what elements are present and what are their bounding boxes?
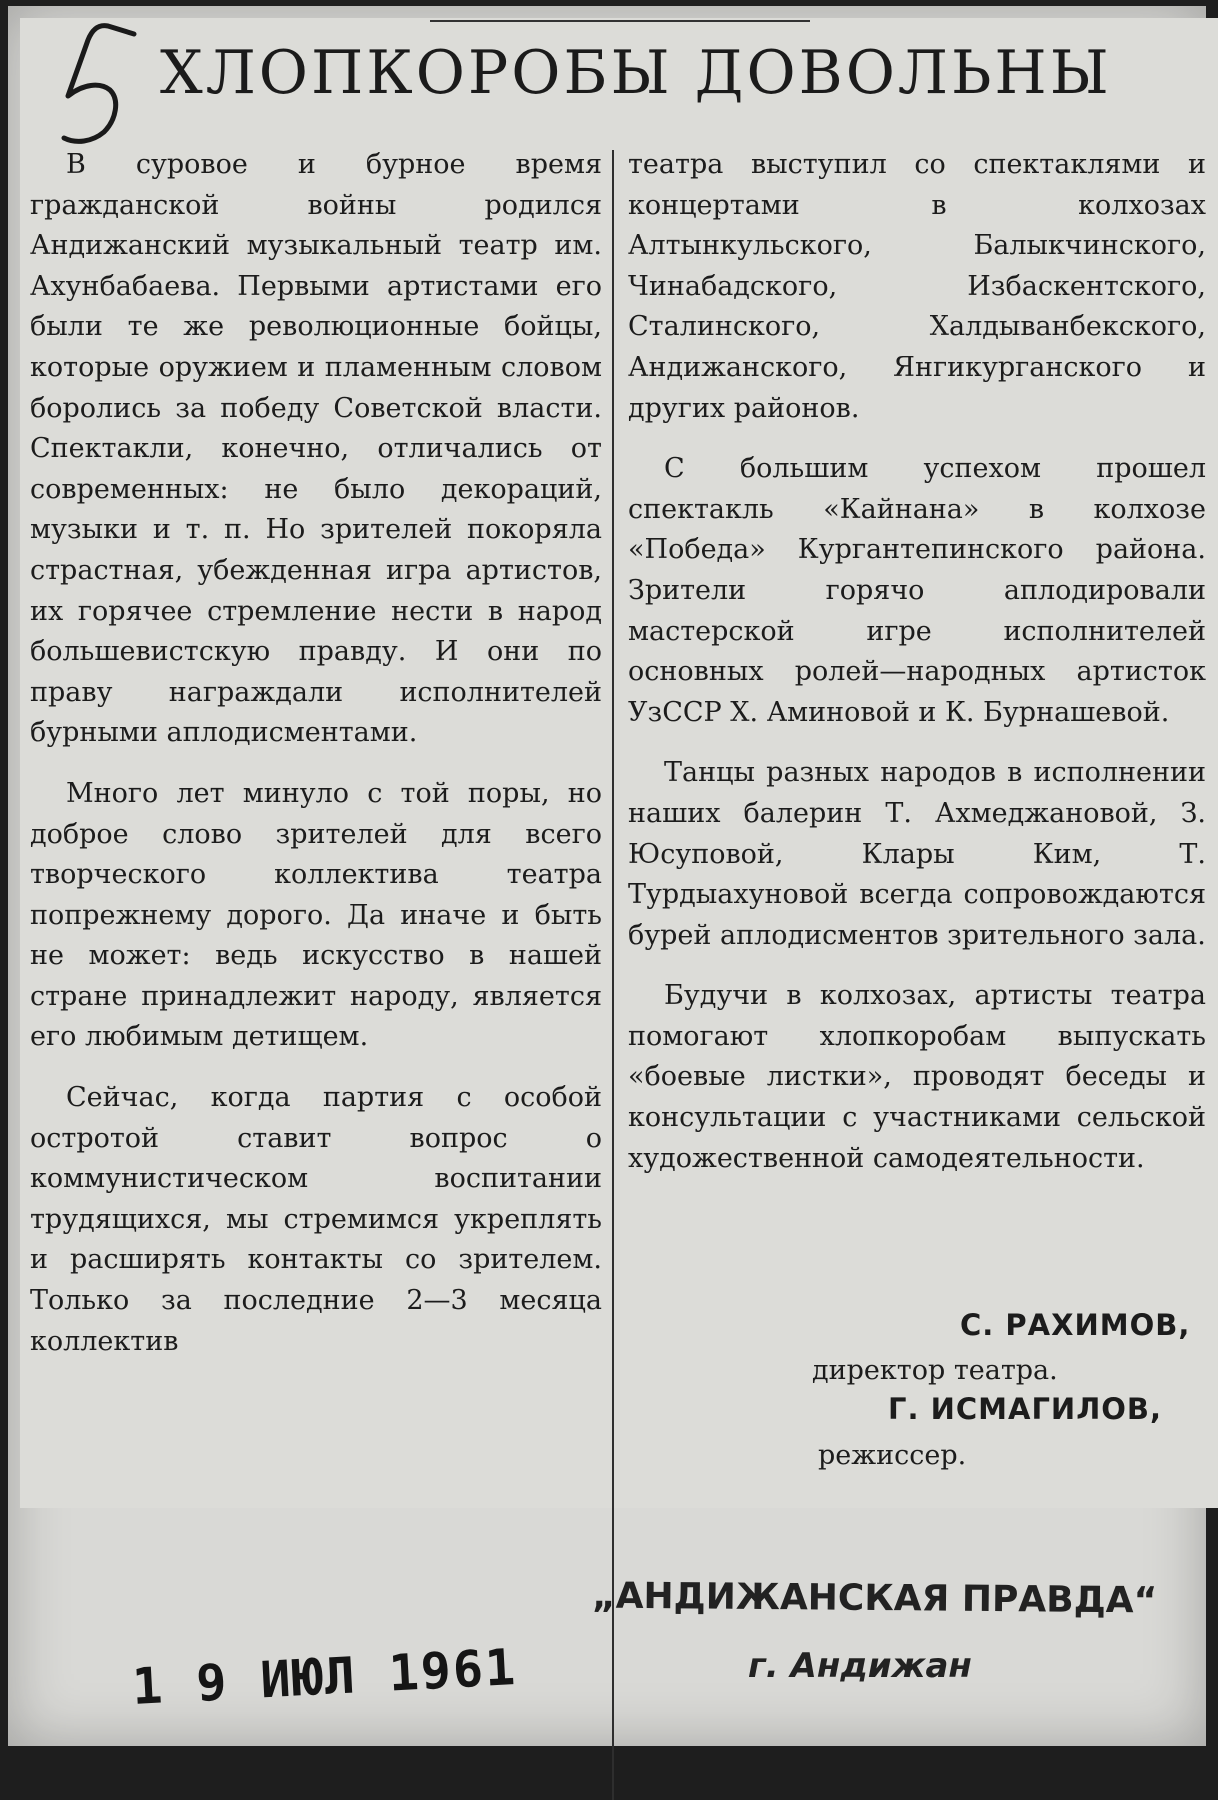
paragraph: Сейчас, когда партия с особой остротой ставит вопрос о коммунистическом воспитании трудящихся, мы стремимся укреплять и расширять контакты со зрителем. Только за последние 2—3 месяца коллектив [30, 1082, 602, 1357]
paragraph: С большим успехом прошел спектакль «Кайнана» в колхозе «Победа» Кургантепинского района. Зрители горячо аплодировали мастерской игре исполнителей основных ролей—народных артисток УзССР Х. Аминовой и К. Бурнашевой. [628, 453, 1206, 728]
signature-name-ismagilov: Г. ИСМАГИЛОВ, [888, 1392, 1163, 1426]
signature-role-director-stage: режиссер. [818, 1440, 967, 1471]
signature-role-director: директор театра. [812, 1355, 1058, 1386]
left-column [30, 145, 602, 1362]
right-column [628, 145, 1206, 1179]
column-divider [612, 150, 614, 1800]
city-stamp: г. Андижан [748, 1646, 972, 1686]
paragraph: В суровое и бурное время гражданской войны родился Андижанский музыкальный театр им. Ахунбабаева. Первыми артистами его были те же революционные бойцы, которые оружием и пламенным словом боролись за победу Советской власти. Спектакли, конечно, отличались от современных: не было декораций, музыки и т. п. Но зрителей покоряла страстная, убежденная игра артистов, их горячее стремление нести в народ большевистскую правду. И они по праву награждали исполнителей бурными аплодисментами. [30, 149, 602, 749]
paragraph: Много лет минуло с той поры, но доброе слово зрителей для всего творческого коллектива театра попрежнему дорого. Да иначе и быть не может: ведь искусство в нашей стране принадлежит народу, является его любимым детищем. [30, 777, 602, 1053]
newspaper-stamp: „АНДИЖАНСКАЯ ПРАВДА“ [591, 1575, 1158, 1622]
paragraph: Танцы разных народов в исполнении наших балерин Т. Ахмеджановой, З. Юсуповой, Клары Ким, Т. Турдыахуновой всегда сопровождаются бурей аплодисментов зрительного зала. [628, 757, 1206, 951]
article-title: ХЛОПКОРОБЫ ДОВОЛЬНЫ [160, 38, 1112, 108]
handwritten-number-five [38, 18, 148, 153]
top-rule [430, 20, 810, 22]
date-stamp: 1 9 ИЮЛ 1961 [130, 1637, 519, 1717]
paragraph: театра выступил со спектаклями и концертами в колхозах Алтынкульского, Балыкчинского, Чинабадского, Избаскентского, Сталинского, Халдыванбекского, Андижанского, Янгикурганского и других районов. [628, 149, 1206, 424]
signature-name-rakhimov: С. РАХИМОВ, [960, 1308, 1191, 1342]
paragraph: Будучи в колхозах, артисты театра помогают хлопкоробам выпускать «боевые листки», проводят беседы и консультации с участниками сельской художественной самодеятельности. [628, 980, 1206, 1174]
